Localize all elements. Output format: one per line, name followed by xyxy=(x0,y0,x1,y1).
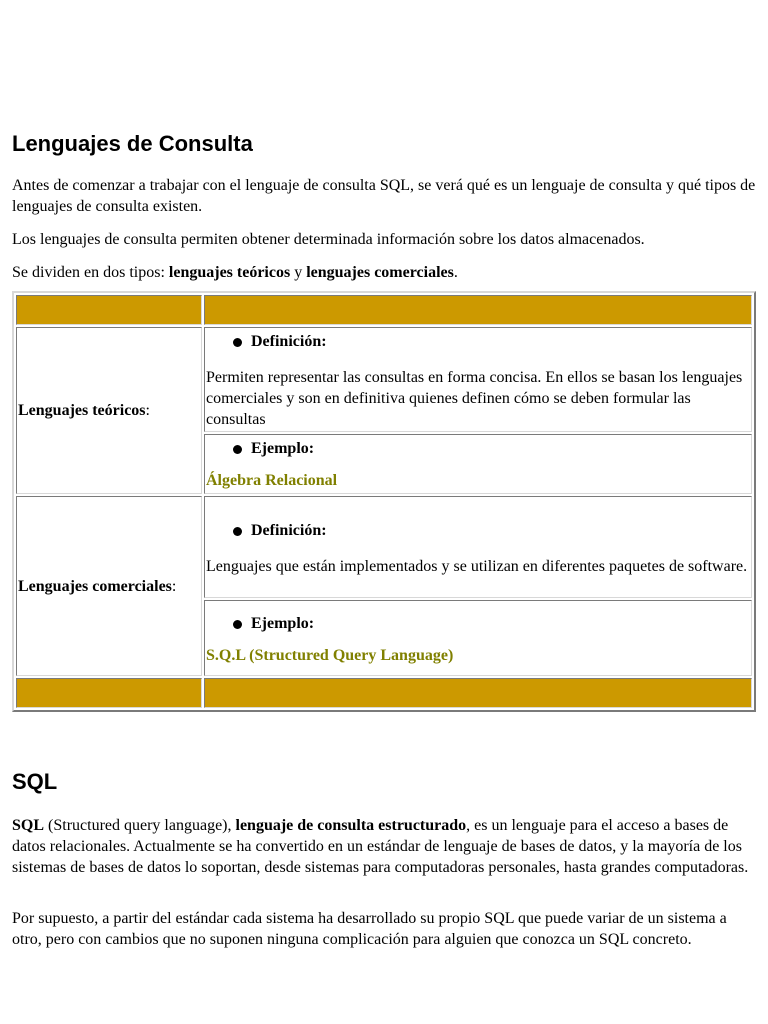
section-title-sql: SQL xyxy=(12,769,58,794)
purpose-paragraph: Los lenguajes de consulta permiten obtener determinada información sobre los datos almacenados. xyxy=(12,231,645,248)
table-header-row xyxy=(16,295,752,325)
sql-variants-paragraph: Por supuesto, a partir del estándar cada sistema ha desarrollado su propio SQL que puede variar de un sistema a otro, pero con cambios que no suponen ninguna complicación para alguien que conozca un SQL concreto. xyxy=(12,910,727,948)
example-heading xyxy=(206,613,750,634)
example-cell xyxy=(204,434,752,494)
row-label-colon: : xyxy=(145,402,150,419)
definition-label: Definición: xyxy=(251,333,327,350)
row-label-colon: : xyxy=(171,577,177,595)
definition-text: Permiten representar las consultas en forma concisa. En ellos se basan los lenguajes comerciales y son en definitiva quienes definen cómo se deben formular las consultas xyxy=(206,369,743,428)
types-suffix: . xyxy=(453,264,458,281)
definition-heading xyxy=(206,331,750,352)
footer-cell-right xyxy=(204,678,752,708)
definition-cell xyxy=(204,327,752,432)
bullet-icon xyxy=(233,338,242,347)
definition-cell xyxy=(204,496,752,598)
example-cell xyxy=(204,600,752,676)
sql-term: SQL xyxy=(12,817,45,834)
row-label-text: Lenguajes teóricos xyxy=(18,402,146,419)
row-label-text: Lenguajes comerciales xyxy=(18,577,172,595)
definition-label: Definición: xyxy=(251,521,327,539)
types-theoretical: lenguajes teóricos xyxy=(168,264,291,281)
table-row-teoricos-definition xyxy=(16,327,752,432)
types-paragraph xyxy=(12,262,756,283)
definition-text: Lenguajes que están implementados y se utilizan en diferentes paquetes de software. xyxy=(206,557,748,575)
header-cell-right xyxy=(204,295,752,325)
bullet-icon xyxy=(233,445,242,454)
header-cell-left xyxy=(16,295,202,325)
sql-spanish-term: lenguaje de consulta estructurado xyxy=(235,817,467,834)
section-title-lenguajes-consulta: Lenguajes de Consulta xyxy=(12,131,253,156)
example-label: Ejemplo: xyxy=(251,440,315,457)
row-label-comerciales xyxy=(16,496,202,676)
definition-heading xyxy=(206,520,750,541)
sql-expansion: (Structured query language), xyxy=(44,817,236,834)
row-label-teoricos xyxy=(16,327,202,494)
footer-cell-left xyxy=(16,678,202,708)
sql-definition-paragraph xyxy=(12,815,756,878)
table-row-comerciales-definition xyxy=(16,496,752,598)
table-footer-row xyxy=(16,678,752,708)
types-commercial: lenguajes comerciales xyxy=(306,264,454,281)
sql-description: , es un lenguaje para el acceso a bases de datos relacionales. Actualmente se ha convertido en un estándar de lenguaje de bases de datos, y la mayoría de los sistemas de bases de datos lo soportan, desde sistemas para computadoras personales, hasta grandes computadoras. xyxy=(12,817,749,876)
example-label: Ejemplo: xyxy=(251,614,315,632)
bullet-icon xyxy=(233,620,242,629)
types-prefix: Se dividen en dos tipos: xyxy=(12,264,169,281)
example-link-sql[interactable]: S.Q.L (Structured Query Language) xyxy=(206,646,454,664)
types-mid: y xyxy=(290,264,307,281)
example-heading xyxy=(206,438,750,459)
bullet-icon xyxy=(233,527,242,536)
languages-table xyxy=(12,291,756,712)
intro-paragraph: Antes de comenzar a trabajar con el lenguaje de consulta SQL, se verá qué es un lenguaje de consulta y qué tipos de lenguajes de consulta existen. xyxy=(12,177,756,215)
example-link-algebra-relacional[interactable]: Álgebra Relacional xyxy=(206,472,338,489)
